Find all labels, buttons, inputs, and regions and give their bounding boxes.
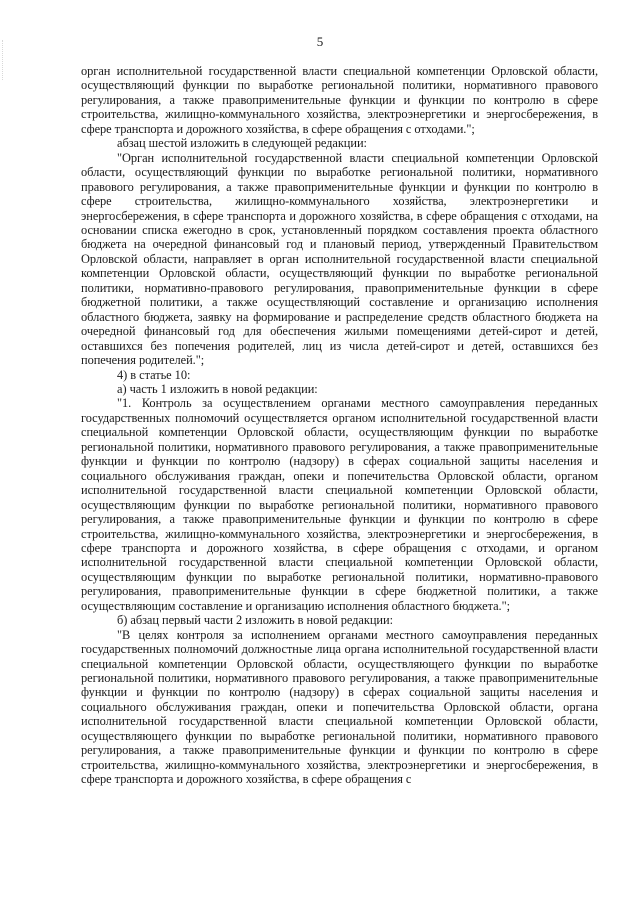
paragraph-subitem-b: б) абзац первый части 2 изложить в новой редакции:: [117, 613, 393, 628]
paragraph-quoted-part-2: "В целях контроля за исполнением органами местного самоуправления переданных государственных полномочий должностные лица органа исполнительной государственной власти специальной компетенции Орловской области, осуществляющего функции по выработке региональной политики, нормативного правового регулирования, а также правоприменительные функции и функции по контролю (надзору) в сферах социальной защиты населения и социального обслуживания граждан, опеки и попечительства Орловской области, органа исполнительной государственной власти специальной компетенции Орловской области, осуществляющего функции по выработке региональной политики, нормативного правового регулирования, а также правоприменительные функции и функции по контролю в сфере строительства, жилищно-коммунального хозяйства, электроэнергетики и энергосбережения, в сфере транспорта и дорожного хозяйства, в сфере обращения с: [81, 627, 598, 787]
paragraph-quoted-abzac-6: "Орган исполнительной государственной власти специальной компетенции Орловской области, осуществляющий функции по выработке региональной политики, нормативного правового регулирования, а также правоприменительные функции и функции по контролю в сфере строительства, жилищно-коммунального хозяйства, электроэнергетики и энергосбережения, в сфере транспорта и дорожного хозяйства, в сфере обращения с отходами, на основании списка ежегодно в срок, установленный порядком составления проекта областного бюджета на очередной финансовый год и плановый период, утвержденный Правительством Орловской области, направляет в орган исполнительной государственной власти специальной компетенции Орловской области, осуществляющий функции по выработке региональной политики, нормативно-правового регулирования, правоприменительные функции в сфере бюджетной политики, а также осуществляющий составление и организацию исполнения областного бюджета, заявку на формирование и распределение средств областного бюджета на очередной финансовый год для обеспечения жилыми помещениями детей-сирот и детей, оставшихся без попечения родителей, лиц из числа детей-сирот и детей, оставшихся без попечения родителей.";: [81, 150, 598, 368]
paragraph-instruction-abzac-6: абзац шестой изложить в следующей редакции:: [117, 136, 367, 151]
paragraph-item-4: 4) в статье 10:: [117, 367, 191, 382]
paragraph-continuation: орган исполнительной государственной власти специальной компетенции Орловской области, осуществляющий функции по выработке региональной политики, нормативного правового регулирования, а также правоприменительные функции и функции по контролю в сфере строительства, жилищно-коммунального хозяйства, электроэнергетики и энергосбережения, в сфере транспорта и дорожного хозяйства, в сфере обращения с отходами.";: [81, 64, 598, 136]
document-body: [81, 64, 598, 787]
paragraph-subitem-a: а) часть 1 изложить в новой редакции:: [117, 381, 318, 396]
paragraph-quoted-part-1: "1. Контроль за осуществлением органами местного самоуправления переданных государственных полномочий осуществляется органом исполнительной государственной власти специальной компетенции Орловской области, осуществляющим функции по выработке региональной политики, нормативного правового регулирования, а также правоприменительные функции и функции по контролю (надзору) в сферах социальной защиты населения и социального обслуживания граждан, опеки и попечительства Орловской области, органом исполнительной государственной власти специальной компетенции Орловской области, осуществляющим функции по выработке региональной политики, нормативного правового регулирования, а также правоприменительные функции и функции по контролю в сфере строительства, жилищно-коммунального хозяйства, электроэнергетики и энергосбережения, в сфере транспорта и дорожного хозяйства, в сфере обращения с отходами, и органом исполнительной государственной власти специальной компетенции Орловской области, осуществляющим функции по выработке региональной политики, нормативно-правового регулирования, правоприменительные функции в сфере бюджетной политики, а также осуществляющим составление и организацию исполнения областного бюджета.";: [81, 396, 598, 613]
page-number: 5: [316, 34, 324, 49]
